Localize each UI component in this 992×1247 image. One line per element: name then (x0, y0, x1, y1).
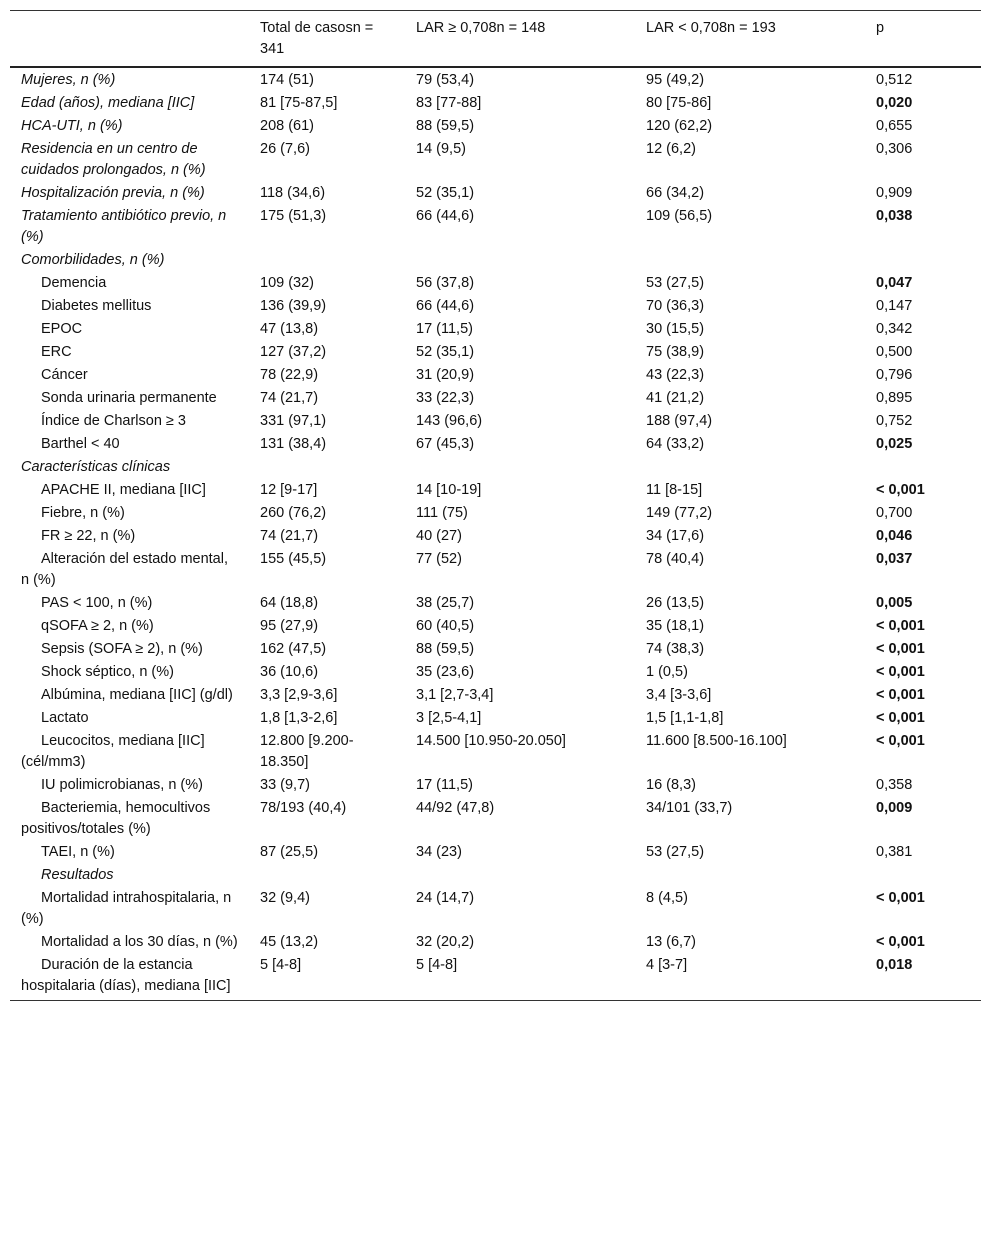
header-label-column (10, 11, 250, 68)
cell-lar-low: 3,4 [3-3,6] (646, 687, 712, 703)
table-row (10, 841, 981, 864)
table-body (10, 67, 981, 1001)
row-label: EPOC (41, 321, 83, 337)
cell-total: 78 (22,9) (260, 367, 319, 383)
cell-lar-low: 80 [75-86] (646, 95, 712, 111)
cell-lar-low (636, 864, 866, 887)
cell-total: 74 (21,7) (260, 528, 319, 544)
table-row (10, 341, 981, 364)
cell-lar-high (406, 456, 636, 479)
cell-p-value: 0,796 (876, 367, 913, 383)
cell-total: 118 (34,6) (260, 185, 326, 201)
cell-lar-low: 149 (77,2) (646, 505, 713, 521)
header-total-cases: Total de casosn = 341 (250, 11, 406, 68)
cell-total (250, 864, 406, 887)
table-row (10, 797, 981, 841)
cell-p-value: 0,009 (876, 800, 913, 816)
cell-total: 136 (39,9) (260, 298, 327, 314)
cell-lar-high (406, 249, 636, 272)
row-label: FR ≥ 22, n (%) (41, 528, 136, 544)
cell-lar-high: 60 (40,5) (416, 618, 475, 634)
row-label: Bacteriemia, hemocultivos positivos/totales (%) (21, 800, 211, 837)
cell-lar-high: 38 (25,7) (416, 595, 475, 611)
table-row (10, 67, 981, 92)
row-label: Hospitalización previa, n (%) (21, 185, 205, 201)
row-label: Fiebre, n (%) (41, 505, 125, 521)
cell-p-value: 0,005 (876, 595, 913, 611)
cell-lar-low: 188 (97,4) (646, 413, 713, 429)
cell-lar-low: 16 (8,3) (646, 777, 696, 793)
cell-lar-low: 120 (62,2) (646, 118, 713, 134)
cell-lar-high: 3,1 [2,7-3,4] (416, 687, 494, 703)
cell-lar-low: 66 (34,2) (646, 185, 705, 201)
cell-p-value: < 0,001 (876, 733, 925, 749)
cell-lar-low: 74 (38,3) (646, 641, 705, 657)
cell-lar-high: 44/92 (47,8) (416, 800, 495, 816)
cell-lar-low: 8 (4,5) (646, 890, 688, 906)
table-row (10, 479, 981, 502)
data-table (10, 10, 981, 1001)
cell-lar-high: 88 (59,5) (416, 118, 475, 134)
cell-total: 1,8 [1,3-2,6] (260, 710, 338, 726)
row-label: qSOFA ≥ 2, n (%) (41, 618, 154, 634)
cell-lar-low: 41 (21,2) (646, 390, 705, 406)
row-label: Comorbilidades, n (%) (21, 252, 165, 268)
cell-total: 5 [4-8] (250, 954, 406, 1001)
cell-p-value: < 0,001 (876, 482, 925, 498)
table-row (10, 272, 981, 295)
cell-total: 155 (45,5) (260, 551, 327, 567)
table-row (10, 931, 981, 954)
row-label: Duración de la estancia hospitalaria (días), mediana [IIC] (10, 954, 250, 1001)
cell-total: 74 (21,7) (260, 390, 319, 406)
cell-p-value: 0,147 (876, 298, 913, 314)
cell-p-value: 0,752 (876, 413, 913, 429)
cell-lar-high: 52 (35,1) (416, 185, 475, 201)
table-row (10, 684, 981, 707)
table-row (10, 864, 981, 887)
cell-total: 331 (97,1) (260, 413, 327, 429)
cell-lar-high: 66 (44,6) (416, 298, 475, 314)
cell-p-value: 0,342 (876, 321, 913, 337)
row-label: Demencia (41, 275, 107, 291)
row-label: Albúmina, mediana [IIC] (g/dl) (41, 687, 233, 703)
row-label: HCA-UTI, n (%) (21, 118, 123, 134)
cell-total: 33 (9,7) (260, 777, 310, 793)
cell-lar-low: 53 (27,5) (646, 844, 705, 860)
cell-lar-high: 34 (23) (416, 844, 462, 860)
cell-lar-low: 12 (6,2) (646, 141, 696, 157)
cell-lar-low: 109 (56,5) (646, 208, 713, 224)
cell-lar-high: 40 (27) (416, 528, 462, 544)
row-label: Sepsis (SOFA ≥ 2), n (%) (41, 641, 203, 657)
cell-lar-low: 95 (49,2) (646, 72, 705, 88)
cell-lar-high: 31 (20,9) (416, 367, 475, 383)
cell-total: 109 (32) (260, 275, 315, 291)
row-label: IU polimicrobianas, n (%) (41, 777, 203, 793)
row-label: Alteración del estado mental, n (%) (21, 551, 228, 588)
cell-total: 81 [75-87,5] (260, 95, 338, 111)
row-label: Diabetes mellitus (41, 298, 152, 314)
cell-lar-high: 24 (14,7) (416, 890, 475, 906)
row-label: Tratamiento antibiótico previo, n (%) (21, 208, 227, 245)
cell-total: 175 (51,3) (260, 208, 327, 224)
row-label: Barthel < 40 (41, 436, 120, 452)
cell-lar-high: 88 (59,5) (416, 641, 475, 657)
cell-lar-high: 17 (11,5) (416, 321, 473, 337)
row-label: Residencia en un centro de cuidados prolongados, n (%) (21, 141, 206, 178)
cell-p-value: 0,037 (876, 551, 913, 567)
table-row (10, 249, 981, 272)
table-row (10, 205, 981, 249)
table-row (10, 774, 981, 797)
cell-lar-high: 33 (22,3) (416, 390, 475, 406)
cell-total: 174 (51) (260, 72, 315, 88)
cell-total (250, 456, 406, 479)
cell-p-value: 0,025 (876, 436, 913, 452)
cell-lar-high: 143 (96,6) (416, 413, 483, 429)
cell-p-value: 0,046 (876, 528, 913, 544)
row-label: Leucocitos, mediana [IIC] (cél/mm3) (21, 733, 205, 770)
table-row (10, 115, 981, 138)
cell-p-value: 0,047 (876, 275, 913, 291)
cell-p-value: < 0,001 (876, 687, 925, 703)
table-row (10, 661, 981, 684)
row-label: APACHE II, mediana [IIC] (41, 482, 206, 498)
cell-p-value: 0,358 (876, 777, 913, 793)
cell-lar-high: 79 (53,4) (416, 72, 475, 88)
cell-lar-low: 78 (40,4) (646, 551, 705, 567)
row-label: Mujeres, n (%) (21, 72, 116, 88)
table-row (10, 364, 981, 387)
cell-p-value: 0,512 (876, 72, 913, 88)
cell-lar-low: 26 (13,5) (646, 595, 705, 611)
cell-p-value: 0,655 (876, 118, 913, 134)
row-label: ERC (41, 344, 72, 360)
cell-lar-high: 77 (52) (416, 551, 462, 567)
table-row (10, 92, 981, 115)
cell-lar-high: 52 (35,1) (416, 344, 475, 360)
cell-lar-low: 34 (17,6) (646, 528, 705, 544)
cell-lar-low: 75 (38,9) (646, 344, 705, 360)
cell-total: 208 (61) (260, 118, 315, 134)
cell-lar-low: 35 (18,1) (646, 618, 705, 634)
table-row (10, 456, 981, 479)
cell-lar-high: 32 (20,2) (416, 934, 475, 950)
row-label: Cáncer (41, 367, 88, 383)
row-label: Mortalidad a los 30 días, n (%) (41, 934, 238, 950)
cell-total: 127 (37,2) (260, 344, 327, 360)
cell-lar-high: 111 (75) (416, 505, 468, 521)
table-row (10, 707, 981, 730)
cell-lar-low: 1,5 [1,1-1,8] (646, 710, 724, 726)
cell-p-value: < 0,001 (876, 641, 925, 657)
cell-total: 32 (9,4) (260, 890, 310, 906)
cell-p-value: < 0,001 (876, 664, 925, 680)
cell-p-value (866, 864, 981, 887)
cell-lar-low: 11 [8-15] (646, 482, 703, 498)
row-label: Mortalidad intrahospitalaria, n (%) (21, 890, 232, 927)
cell-lar-high: 3 [2,5-4,1] (416, 710, 482, 726)
table-row (10, 954, 981, 1001)
table-row (10, 548, 981, 592)
table-row (10, 887, 981, 931)
cell-total: 3,3 [2,9-3,6] (260, 687, 338, 703)
table-row (10, 433, 981, 456)
row-label: Resultados (41, 867, 114, 883)
cell-total: 260 (76,2) (260, 505, 327, 521)
cell-p-value (866, 456, 981, 479)
cell-p-value: 0,700 (876, 505, 913, 521)
cell-lar-high: 67 (45,3) (416, 436, 475, 452)
cell-total: 87 (25,5) (260, 844, 319, 860)
row-label: Sonda urinaria permanente (41, 390, 217, 406)
row-label: Lactato (41, 710, 89, 726)
cell-lar-high (406, 864, 636, 887)
cell-lar-low: 4 [3-7] (636, 954, 866, 1001)
cell-total: 45 (13,2) (260, 934, 319, 950)
cell-lar-high: 17 (11,5) (416, 777, 473, 793)
cell-p-value: < 0,001 (876, 710, 925, 726)
cell-p-value (866, 249, 981, 272)
cell-lar-low: 34/101 (33,7) (646, 800, 733, 816)
cell-lar-low: 30 (15,5) (646, 321, 705, 337)
table-row (10, 592, 981, 615)
cell-lar-low: 11.600 [8.500-16.100] (646, 733, 787, 749)
cell-lar-high: 35 (23,6) (416, 664, 475, 680)
cell-lar-high: 14.500 [10.950-20.050] (416, 733, 566, 749)
header-p-value: p (866, 11, 981, 68)
cell-lar-low: 70 (36,3) (646, 298, 705, 314)
cell-p-value: 0,038 (876, 208, 913, 224)
table-row (10, 502, 981, 525)
table-row (10, 318, 981, 341)
cell-total: 131 (38,4) (260, 436, 327, 452)
cell-total: 64 (18,8) (260, 595, 319, 611)
cell-total: 12.800 [9.200-18.350] (260, 733, 354, 770)
cell-lar-low: 43 (22,3) (646, 367, 705, 383)
cell-p-value: < 0,001 (876, 890, 925, 906)
table-row (10, 410, 981, 433)
cell-total (250, 249, 406, 272)
cell-p-value: 0,018 (866, 954, 981, 1001)
cell-p-value: 0,381 (876, 844, 913, 860)
table-row (10, 730, 981, 774)
table-row (10, 615, 981, 638)
cell-lar-high: 5 [4-8] (406, 954, 636, 1001)
cell-total: 47 (13,8) (260, 321, 319, 337)
row-label: Características clínicas (21, 459, 171, 475)
table-row (10, 295, 981, 318)
table-row (10, 525, 981, 548)
cell-total: 12 [9-17] (260, 482, 318, 498)
cell-lar-low: 1 (0,5) (646, 664, 688, 680)
row-label: Edad (años), mediana [IIC] (21, 95, 195, 111)
cell-lar-high: 14 (9,5) (416, 141, 466, 157)
cell-lar-high: 83 [77-88] (416, 95, 482, 111)
cell-p-value: 0,500 (876, 344, 913, 360)
row-label: PAS < 100, n (%) (41, 595, 153, 611)
cell-lar-low: 64 (33,2) (646, 436, 705, 452)
table-row (10, 387, 981, 410)
cell-p-value: 0,306 (876, 141, 913, 157)
cell-lar-low: 13 (6,7) (646, 934, 696, 950)
cell-total: 162 (47,5) (260, 641, 327, 657)
cell-total: 26 (7,6) (260, 141, 310, 157)
table-row (10, 638, 981, 661)
cell-p-value: 0,909 (876, 185, 913, 201)
cell-lar-high: 56 (37,8) (416, 275, 475, 291)
cell-total: 95 (27,9) (260, 618, 319, 634)
cell-total: 36 (10,6) (260, 664, 319, 680)
cell-lar-high: 14 [10-19] (416, 482, 482, 498)
row-label: TAEI, n (%) (41, 844, 115, 860)
header-row (10, 11, 981, 68)
header-lar-low: LAR < 0,708n = 193 (636, 11, 866, 68)
table-header (10, 11, 981, 68)
row-label: Índice de Charlson ≥ 3 (41, 413, 186, 429)
cell-p-value: 0,895 (876, 390, 913, 406)
header-lar-high: LAR ≥ 0,708n = 148 (406, 11, 636, 68)
cell-total: 78/193 (40,4) (260, 800, 347, 816)
cell-p-value: < 0,001 (876, 618, 925, 634)
cell-p-value: < 0,001 (876, 934, 925, 950)
cell-lar-high: 66 (44,6) (416, 208, 475, 224)
cell-p-value: 0,020 (876, 95, 913, 111)
cell-lar-low (636, 249, 866, 272)
row-label: Shock séptico, n (%) (41, 664, 174, 680)
cell-lar-low (636, 456, 866, 479)
cell-lar-low: 53 (27,5) (646, 275, 705, 291)
table-row (10, 182, 981, 205)
table-row (10, 138, 981, 182)
